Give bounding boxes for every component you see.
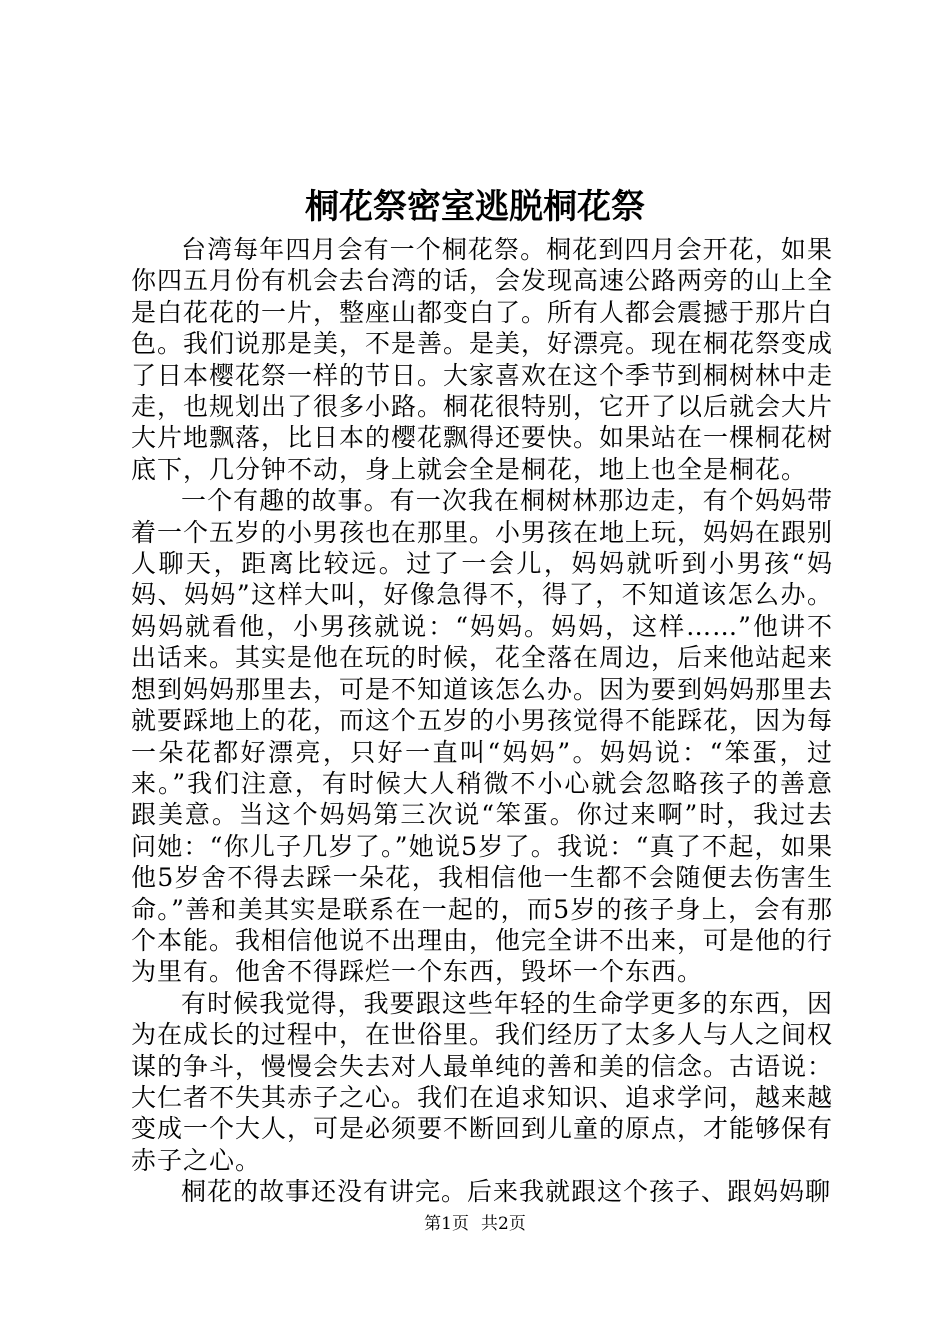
paragraph-3: 有时候我觉得，我要跟这些年轻的生命学更多的东西，因为在成长的过程中，在世俗里。我们经历了太多人与人之间权谋的争斗，慢慢会失去对人最单纯的善和美的信念。古语说：大仁者不失其赤子之心。我们在追求知识、追求学问，越来越变成一个大人，可是必须要不断回到儿童的原点，才能够保有赤子之心。 xyxy=(131,988,834,1175)
paragraph-2: 一个有趣的故事。有一次我在桐树林那边走，有个妈妈带着一个五岁的小男孩也在那里。小男孩在地上玩，妈妈在跟别人聊天，距离比较远。过了一会儿，妈妈就听到小男孩“妈妈、妈妈”这样大叫，好像急得不，得了，不知道该怎么办。妈妈就看他，小男孩就说：“妈妈。妈妈，这样……”他讲不出话来。其实是他在玩的时候，花全落在周边，后来他站起来想到妈妈那里去，可是不知道该怎么办。因为要到妈妈那里去就要踩地上的花，而这个五岁的小男孩觉得不能踩花，因为每一朵花都好漂亮，只好一直叫“妈妈”。妈妈说：“笨蛋，过来。”我们注意，有时候大人稍微不小心就会忽略孩子的善意跟美意。当这个妈妈第三次说“笨蛋。你过来啊”时，我过去问她：“你儿子几岁了。”她说5岁了。我说：“真了不起，如果他5岁舍不得去踩一朵花，我相信他一生都不会随便去伤害生命。”善和美其实是联系在一起的，而5岁的孩子身上，会有那个本能。我相信他说不出理由，他完全讲不出来，可是他的行为里有。他舍不得踩烂一个东西，毁坏一个东西。 xyxy=(131,486,834,987)
document-body xyxy=(131,234,833,1208)
paragraph-4: 桐花的故事还没有讲完。后来我就跟这个孩子、跟妈妈聊 xyxy=(181,1177,832,1207)
page-footer xyxy=(0,1212,950,1236)
paragraph-1: 台湾每年四月会有一个桐花祭。桐花到四月会开花，如果你四五月份有机会去台湾的话，会发现高速公路两旁的山上全是白花花的一片，整座山都变白了。所有人都会震撼于那片白色。我们说那是美，不是善。是美，好漂亮。现在桐花祭变成了日本樱花祭一样的节日。大家喜欢在这个季节到桐树林中走走，也规划出了很多小路。桐花很特别，它开了以后就会大片大片地飘落，比日本的樱花飘得还要快。如果站在一棵桐花树底下，几分钟不动，身上就会全是桐花，地上也全是桐花。 xyxy=(131,235,834,484)
document-title: 桐花祭密室逃脱桐花祭 xyxy=(305,187,645,227)
page-total: 共2页 xyxy=(481,1214,526,1234)
page-number: 第1页 xyxy=(424,1214,469,1234)
